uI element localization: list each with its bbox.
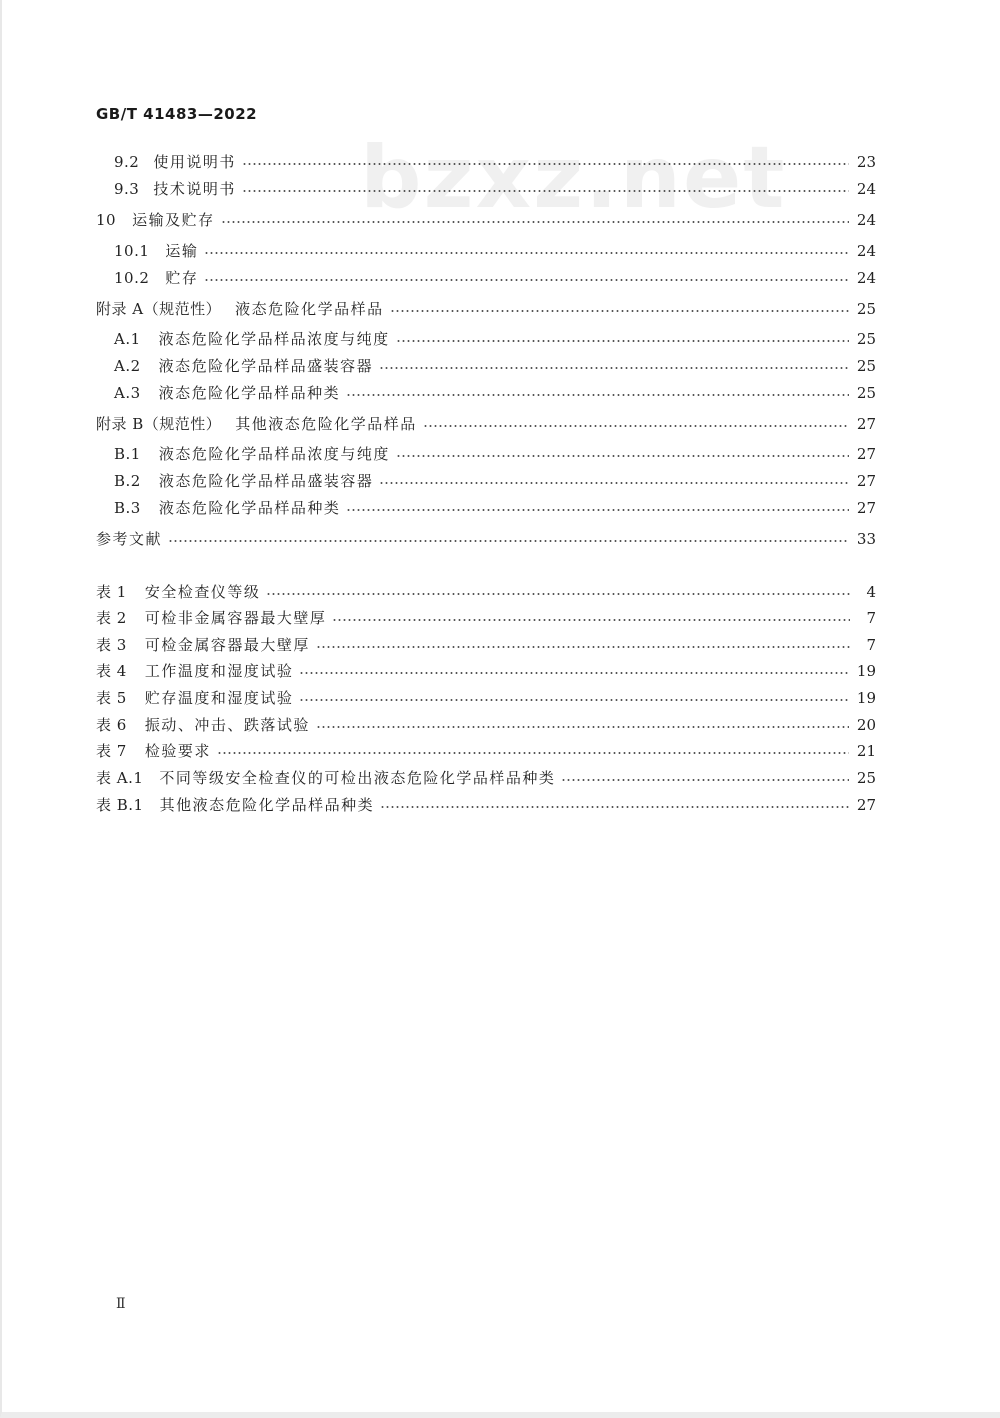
table-page: 7 xyxy=(866,636,876,654)
leader-dots xyxy=(346,394,849,396)
toc-number: 10.2 xyxy=(114,269,150,287)
toc-title: 贮存 xyxy=(165,269,199,287)
table-page: 19 xyxy=(856,662,876,680)
table-number: 表 5 xyxy=(96,689,127,707)
toc-entry-10-1[interactable] xyxy=(114,240,876,262)
leader-dots xyxy=(379,367,849,369)
table-title: 可检非金属容器最大壁厚 xyxy=(144,609,327,627)
toc-page: 24 xyxy=(856,180,876,198)
toc-page: 33 xyxy=(856,530,876,548)
watermark: bzxz.net xyxy=(360,128,787,228)
toc-entry-9-2[interactable] xyxy=(114,151,876,173)
table-entry-6[interactable] xyxy=(96,714,876,736)
leader-dots xyxy=(346,509,849,511)
table-number: 表 6 xyxy=(96,716,127,734)
leader-dots xyxy=(217,752,849,754)
toc-number: A.3 xyxy=(114,384,141,402)
toc-entry-a-2[interactable] xyxy=(114,355,876,377)
leader-dots xyxy=(423,425,849,427)
toc-page: 25 xyxy=(856,330,876,348)
table-page: 7 xyxy=(866,609,876,627)
toc-entry-a-3[interactable] xyxy=(114,382,876,404)
toc-number: 附录 A（规范性） xyxy=(96,300,222,318)
toc-title: 液态危险化学品样品种类 xyxy=(158,384,341,402)
toc-page: 24 xyxy=(856,211,876,229)
toc-page: 25 xyxy=(856,357,876,375)
toc-title: 液态危险化学品样品 xyxy=(235,300,384,318)
leader-dots xyxy=(299,699,849,701)
toc-page: 25 xyxy=(856,300,876,318)
leader-dots xyxy=(316,646,850,648)
toc-page: 27 xyxy=(856,472,876,490)
toc-entry-a-1[interactable] xyxy=(114,328,876,350)
table-entry-a-1[interactable] xyxy=(96,767,876,789)
table-number: 表 2 xyxy=(96,609,127,627)
leader-dots xyxy=(379,482,849,484)
table-number: 表 A.1 xyxy=(96,769,144,787)
toc-page: 25 xyxy=(856,384,876,402)
table-entry-b-1[interactable] xyxy=(96,794,876,816)
table-number: 表 4 xyxy=(96,662,127,680)
toc-number: B.2 xyxy=(114,472,141,490)
table-number: 表 3 xyxy=(96,636,127,654)
table-entry-4[interactable] xyxy=(96,660,876,682)
toc-number: B.3 xyxy=(114,499,141,517)
toc-title: 液态危险化学品样品浓度与纯度 xyxy=(158,445,390,463)
leader-dots xyxy=(561,779,848,781)
table-page: 20 xyxy=(856,716,876,734)
table-number: 表 B.1 xyxy=(96,796,144,814)
toc-title: 技术说明书 xyxy=(153,180,236,198)
toc-title: 运输 xyxy=(165,242,199,260)
toc-title: 使用说明书 xyxy=(153,153,236,171)
table-page: 25 xyxy=(856,769,876,787)
toc-page: 23 xyxy=(856,153,876,171)
table-page: 19 xyxy=(856,689,876,707)
table-page: 21 xyxy=(856,742,876,760)
leader-dots xyxy=(316,726,849,728)
toc-page: 27 xyxy=(856,445,876,463)
toc-number: A.1 xyxy=(114,330,141,348)
table-title: 工作温度和湿度试验 xyxy=(144,662,294,680)
toc-entry-b-3[interactable] xyxy=(114,497,876,519)
toc-entry-10-2[interactable] xyxy=(114,267,876,289)
leader-dots xyxy=(204,279,848,281)
toc-number: 10.1 xyxy=(114,242,150,260)
table-title: 安全检查仪等级 xyxy=(144,583,261,601)
table-page: 27 xyxy=(856,796,876,814)
leader-dots xyxy=(380,806,849,808)
leader-dots xyxy=(390,310,849,312)
toc-title: 其他液态危险化学品样品 xyxy=(235,415,417,433)
toc-title: 液态危险化学品样品盛装容器 xyxy=(158,357,374,375)
leader-dots xyxy=(168,540,849,542)
toc-entry-b-2[interactable] xyxy=(114,470,876,492)
toc-entry-b-1[interactable] xyxy=(114,443,876,465)
leader-dots xyxy=(396,455,849,457)
leader-dots xyxy=(396,340,849,342)
toc-page: 27 xyxy=(856,415,876,433)
toc-number: 9.2 xyxy=(114,153,140,171)
toc-title: 运输及贮存 xyxy=(132,211,215,229)
toc-title: 参考文献 xyxy=(96,530,163,548)
toc-page: 24 xyxy=(856,242,876,260)
toc-entry-annex-a[interactable] xyxy=(96,298,876,320)
leader-dots xyxy=(266,593,850,595)
table-entry-1[interactable] xyxy=(96,581,876,603)
toc-page: 27 xyxy=(856,499,876,517)
table-title: 检验要求 xyxy=(144,742,211,760)
toc-title: 液态危险化学品样品浓度与纯度 xyxy=(158,330,390,348)
toc-entry-9-3[interactable] xyxy=(114,178,876,200)
toc-page: 24 xyxy=(856,269,876,287)
table-title: 可检金属容器最大壁厚 xyxy=(144,636,310,654)
table-number: 表 7 xyxy=(96,742,127,760)
toc-entry-annex-b[interactable] xyxy=(96,413,876,435)
leader-dots xyxy=(221,221,849,223)
table-title: 其他液态危险化学品样品种类 xyxy=(159,796,375,814)
table-title: 不同等级安全检查仪的可检出液态危险化学品样品种类 xyxy=(159,769,556,787)
table-page: 4 xyxy=(866,583,876,601)
table-entry-7[interactable] xyxy=(96,740,876,762)
leader-dots xyxy=(242,163,849,165)
toc-number: B.1 xyxy=(114,445,141,463)
leader-dots xyxy=(299,672,849,674)
table-title: 贮存温度和湿度试验 xyxy=(144,689,294,707)
toc-number: 10 xyxy=(96,211,117,229)
table-entry-3[interactable] xyxy=(96,634,876,656)
leader-dots xyxy=(242,190,849,192)
table-title: 振动、冲击、跌落试验 xyxy=(144,716,310,734)
leader-dots xyxy=(332,619,850,621)
table-entry-2[interactable] xyxy=(96,607,876,629)
standard-code: GB/T 41483—2022 xyxy=(96,105,258,123)
toc-entry-10[interactable] xyxy=(96,209,876,231)
leader-dots xyxy=(204,252,848,254)
toc-entry-bibliography[interactable] xyxy=(96,528,876,550)
toc-number: 9.3 xyxy=(114,180,140,198)
toc-number: 附录 B（规范性） xyxy=(96,415,222,433)
page-number: Ⅱ xyxy=(116,1296,126,1312)
toc-title: 液态危险化学品样品盛装容器 xyxy=(158,472,374,490)
toc-number: A.2 xyxy=(114,357,141,375)
table-entry-5[interactable] xyxy=(96,687,876,709)
toc-title: 液态危险化学品样品种类 xyxy=(158,499,341,517)
table-number: 表 1 xyxy=(96,583,127,601)
